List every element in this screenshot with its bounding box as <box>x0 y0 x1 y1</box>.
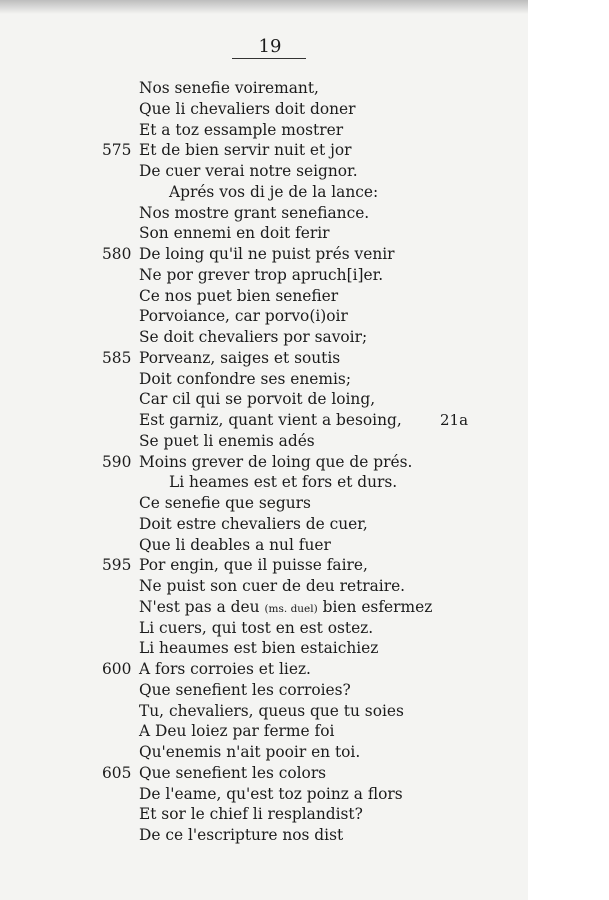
verse-text: Est garniz, quant vient a besoing, <box>139 411 402 429</box>
verse-line <box>0 410 528 431</box>
verse-text-part: N'est pas a deu <box>139 597 260 616</box>
verse-text: Car cil qui se porvoit de loing, <box>139 390 376 409</box>
verse-line <box>0 161 528 182</box>
verse-text: Que li chevaliers doit doner <box>139 99 356 118</box>
verse-line <box>0 431 528 452</box>
page-number: 19 <box>258 36 282 57</box>
verse-line <box>0 784 528 805</box>
verse-text: De ce l'escripture nos dist <box>139 826 344 844</box>
verse-text: Que senefient les corroies? <box>139 680 351 699</box>
line-number: 605 <box>102 763 132 782</box>
verse-line <box>0 389 528 410</box>
line-number: 575 <box>102 141 132 160</box>
verse-line <box>0 348 528 369</box>
verse-line <box>0 99 528 120</box>
verse-line <box>0 618 528 639</box>
verse-text: Moins grever de loing que de prés. <box>139 452 413 471</box>
verse-line <box>0 120 528 141</box>
line-number: 580 <box>102 245 132 263</box>
verse-text: Que li deables a nul fuer <box>139 535 331 554</box>
verse-text: De loing qu'il ne puist prés venir <box>139 245 395 263</box>
verse-text: De cuer verai notre seignor. <box>139 162 358 180</box>
line-number: 590 <box>102 452 132 471</box>
verse-line <box>0 535 528 556</box>
verse-text: Ce senefie que segurs <box>139 494 311 512</box>
verse-text: Se puet li enemis adés <box>139 431 315 450</box>
folio-reference: 21a <box>440 411 469 429</box>
verse-text: Doit confondre ses enemis; <box>139 369 352 388</box>
verse-text: Que senefient les colors <box>139 763 327 782</box>
verse-line <box>0 597 528 618</box>
editorial-note: (ms. duel) <box>264 602 318 615</box>
verse-text: Li heames est et fors et durs. <box>169 473 398 492</box>
line-number: 585 <box>102 348 132 367</box>
verse-line <box>0 265 528 286</box>
verse-line <box>0 140 528 161</box>
verse-text: De l'eame, qu'est toz poinz a flors <box>139 784 403 803</box>
verse-text: Doit estre chevaliers de cuer, <box>139 514 368 533</box>
verse-text: Nos senefie voiremant, <box>139 79 319 97</box>
verse-text: Nos mostre grant senefiance. <box>139 203 370 222</box>
verse-text-part: bien esfermez <box>322 597 433 616</box>
verse-text: Et a toz essample mostrer <box>139 120 344 139</box>
verse-line <box>0 78 528 99</box>
verse-line <box>0 286 528 307</box>
verse-text: Ne puist son cuer de deu retraire. <box>139 577 406 595</box>
verse-line <box>0 555 528 576</box>
verse-line <box>0 472 528 493</box>
line-number: 595 <box>102 556 132 575</box>
verse-line <box>0 701 528 722</box>
poem-text <box>0 78 528 846</box>
verse-text: Porveanz, saiges et soutis <box>139 348 341 367</box>
header-rule <box>232 58 306 59</box>
verse-text: Li cuers, qui tost en est ostez. <box>139 618 374 637</box>
verse-line <box>0 514 528 535</box>
verse-line <box>0 223 528 244</box>
verse-text: Ne por grever trop apruch[i]er. <box>139 265 384 284</box>
verse-text: Ce nos puet bien senefier <box>139 286 339 305</box>
verse-text: Qu'enemis n'ait pooir en toi. <box>139 743 361 761</box>
verse-line <box>0 244 528 265</box>
verse-line <box>0 742 528 763</box>
verse-text: A fors corroies et liez. <box>139 660 311 678</box>
verse-line <box>0 203 528 224</box>
verse-line <box>0 763 528 784</box>
verse-text: Tu, chevaliers, queus que tu soies <box>139 701 404 720</box>
verse-text: Porvoiance, car porvo(i)oir <box>139 307 348 326</box>
verse-line <box>0 825 528 846</box>
verse-line <box>0 659 528 680</box>
verse-line <box>0 576 528 597</box>
verse-line <box>0 327 528 348</box>
verse-text: A Deu loiez par ferme foi <box>139 722 335 741</box>
verse-line <box>0 182 528 203</box>
verse-line <box>0 452 528 473</box>
verse-line <box>0 493 528 514</box>
verse-line <box>0 680 528 701</box>
verse-line <box>0 721 528 742</box>
verse-text: Se doit chevaliers por savoir; <box>139 328 368 346</box>
line-number: 600 <box>102 660 132 678</box>
verse-line <box>0 306 528 327</box>
verse-text: Et de bien servir nuit et jor <box>139 141 352 160</box>
verse-line <box>0 638 528 659</box>
verse-line <box>0 804 528 825</box>
verse-text: Son ennemi en doit ferir <box>139 224 330 243</box>
verse-line <box>0 369 528 390</box>
verse-text: Et sor le chief li resplandist? <box>139 805 363 824</box>
verse-text: Por engin, que il puisse faire, <box>139 556 368 575</box>
verse-text: Aprés vos di je de la lance: <box>169 182 379 201</box>
verse-text <box>139 597 432 620</box>
verse-text: Li heaumes est bien estaichiez <box>139 639 379 658</box>
